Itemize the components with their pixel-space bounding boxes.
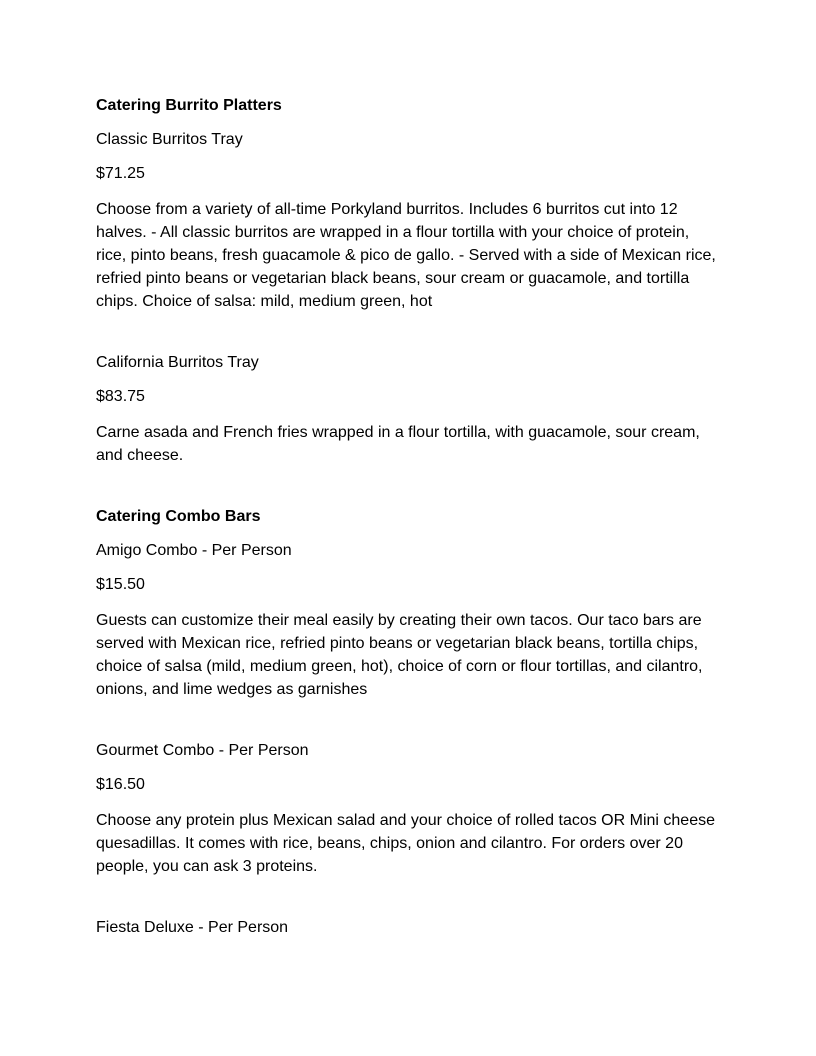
spacer	[96, 313, 720, 353]
spacer	[96, 878, 720, 918]
section-heading: Catering Burrito Platters	[96, 97, 282, 114]
item-description: Guests can customize their meal easily by creating their own tacos. Our taco bars are served with Mexican rice, refried pinto beans or vegetarian black beans, tortilla chips, choice of salsa (mild, medium green, hot), choice of corn or flour tortillas, and cilantro, onions, and lime wedges as garnishes	[96, 612, 703, 698]
menu-item-gourmet-combo	[96, 741, 720, 878]
item-name: Classic Burritos Tray	[96, 131, 243, 148]
spacer	[96, 701, 720, 741]
item-description: Choose from a variety of all-time Porkyland burritos. Includes 6 burritos cut into 12 halves. - All classic burritos are wrapped in a flour tortilla with your choice of protein, rice, pinto beans, fresh guacamole & pico de gallo. - Served with a side of Mexican rice, refried pinto beans or vegetarian black beans, sour cream or guacamole, and tortilla chips. Choice of salsa: mild, medium green, hot	[96, 201, 716, 310]
section-heading: Catering Combo Bars	[96, 508, 261, 525]
section-combo-bars	[96, 507, 720, 938]
item-description: Choose any protein plus Mexican salad and your choice of rolled tacos OR Mini cheese quesadillas. It comes with rice, beans, chips, onion and cilantro. For orders over 20 people, you can ask 3 proteins.	[96, 812, 715, 875]
item-name: Amigo Combo - Per Person	[96, 542, 292, 559]
menu-item-fiesta-deluxe	[96, 918, 720, 938]
section-burrito-platters	[96, 96, 720, 467]
item-description: Carne asada and French fries wrapped in a flour tortilla, with guacamole, sour cream, and cheese.	[96, 424, 700, 464]
item-price: $15.50	[96, 576, 145, 593]
spacer	[96, 467, 720, 507]
item-name: California Burritos Tray	[96, 354, 259, 371]
menu-item-classic-burritos	[96, 130, 720, 313]
document-page	[96, 96, 720, 952]
item-price: $83.75	[96, 388, 145, 405]
menu-item-amigo-combo	[96, 541, 720, 701]
item-name: Fiesta Deluxe - Per Person	[96, 919, 289, 936]
item-price: $16.50	[96, 776, 145, 793]
item-name: Gourmet Combo - Per Person	[96, 742, 309, 759]
item-price: $71.25	[96, 165, 145, 182]
menu-item-california-burritos	[96, 353, 720, 467]
